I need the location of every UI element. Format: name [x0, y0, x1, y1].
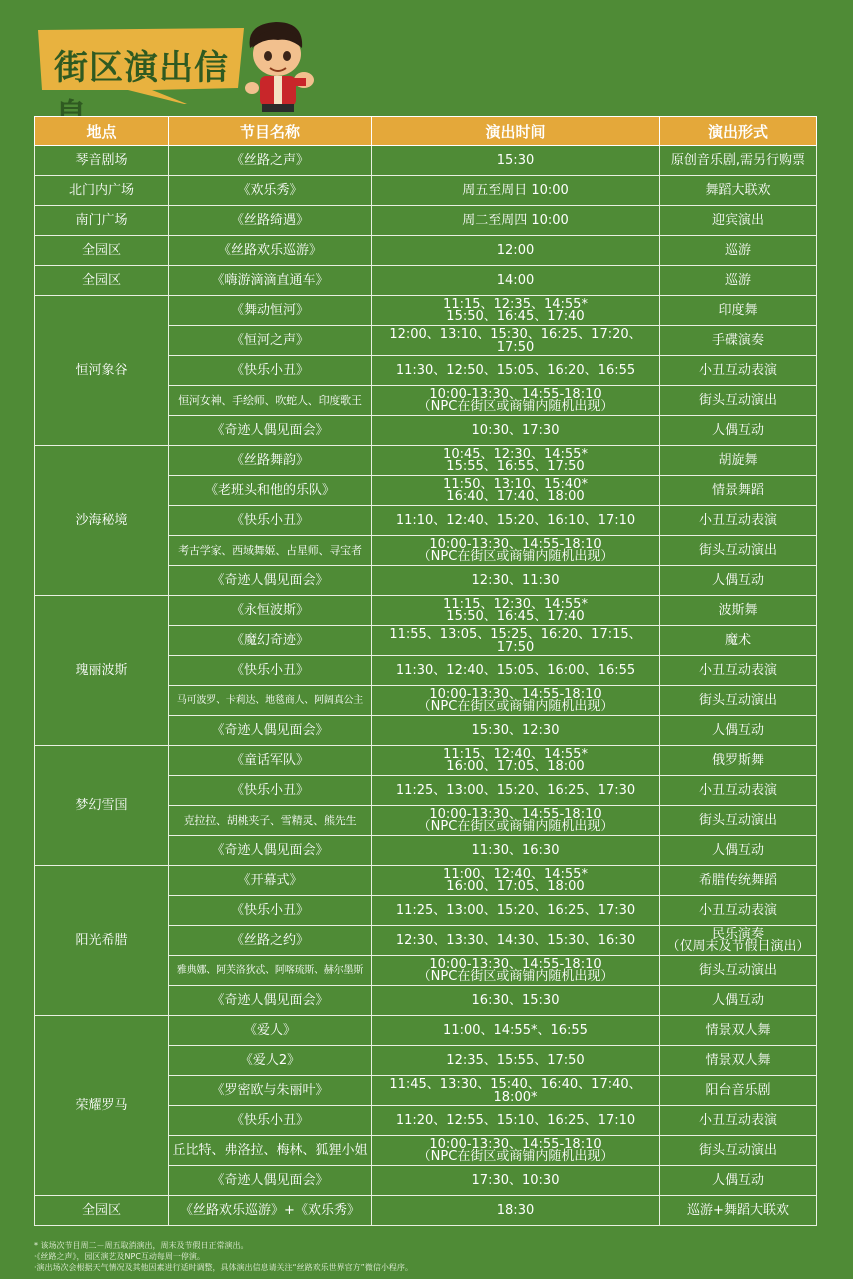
form-cell: 人偶互动: [660, 1166, 817, 1196]
time-note: （NPC在街区或商铺内随机出现）: [417, 968, 614, 984]
program-cell: 《丝路之约》: [169, 926, 372, 956]
time-line: 10:00-13:30、14:55-18:10: [429, 386, 602, 402]
time-cell: 11:45、13:30、15:40、16:40、17:40、18:00*: [372, 1076, 660, 1106]
table-row: [35, 866, 817, 896]
location-cell: 梦幻雪国: [35, 746, 169, 866]
table-row: [35, 176, 817, 206]
form-cell: 街头互动演出: [660, 536, 817, 566]
form-cell: 波斯舞: [660, 596, 817, 626]
form-cell: 手碟演奏: [660, 326, 817, 356]
program-cell: 《开幕式》: [169, 866, 372, 896]
time-line: 10:00-13:30、14:55-18:10: [429, 956, 602, 972]
program-cell: 雅典娜、阿芙洛狄忒、阿喀琉斯、赫尔墨斯: [169, 956, 372, 986]
table-row: [35, 746, 817, 776]
footnote: ·演出场次会根据天气情况及其他因素进行适时调整，具体演出信息请关注“丝路欢乐世界官方”微信小程序。: [34, 1263, 413, 1272]
form-cell: 情景双人舞: [660, 1016, 817, 1046]
time-line: 11:50、13:10、15:40*: [443, 476, 588, 492]
time-line: 15:55、16:55、17:50: [446, 458, 585, 474]
program-cell: 《快乐小丑》: [169, 356, 372, 386]
program-cell: 《奇迹人偶见面会》: [169, 986, 372, 1016]
form-cell: 舞蹈大联欢: [660, 176, 817, 206]
time-cell: 18:30: [372, 1196, 660, 1226]
time-cell: 12:30、11:30: [372, 566, 660, 596]
time-line: 15:50、16:45、17:40: [446, 608, 585, 624]
page-title: 街区演出信: [54, 48, 229, 88]
program-cell: 克拉拉、胡桃夹子、雪精灵、熊先生: [169, 806, 372, 836]
time-cell: 11:20、12:55、15:10、16:25、17:10: [372, 1106, 660, 1136]
header-form: 演出形式: [660, 117, 817, 146]
program-cell: 《奇迹人偶见面会》: [169, 836, 372, 866]
table-row: [35, 1196, 817, 1226]
program-cell: 《丝路欢乐巡游》: [169, 236, 372, 266]
program-cell: 《老班头和他的乐队》: [169, 476, 372, 506]
program-cell: 《快乐小丑》: [169, 896, 372, 926]
time-cell: [372, 686, 660, 716]
form-line: 民乐演奏: [711, 926, 764, 942]
program-cell: 《舞动恒河》: [169, 296, 372, 326]
program-cell: 《丝路欢乐巡游》+《欢乐秀》: [169, 1196, 372, 1226]
time-cell: 17:30、10:30: [372, 1166, 660, 1196]
program-cell: 《快乐小丑》: [169, 506, 372, 536]
form-cell: 原创音乐剧,需另行购票: [660, 146, 817, 176]
location-cell: 沙海秘境: [35, 446, 169, 596]
form-cell: 阳台音乐剧: [660, 1076, 817, 1106]
location-cell: 全园区: [35, 266, 169, 296]
title-banner: [32, 24, 247, 104]
time-line: 16:40、17:40、18:00: [446, 488, 585, 504]
program-cell: 《罗密欧与朱丽叶》: [169, 1076, 372, 1106]
form-cell: 小丑互动表演: [660, 506, 817, 536]
program-cell: 《丝路舞韵》: [169, 446, 372, 476]
program-cell: 《爱人2》: [169, 1046, 372, 1076]
header-time: 演出时间: [372, 117, 660, 146]
program-cell: 《童话军队》: [169, 746, 372, 776]
time-line: 11:15、12:40、14:55*: [443, 746, 588, 762]
form-cell: 人偶互动: [660, 986, 817, 1016]
location-cell: 全园区: [35, 236, 169, 266]
program-cell: 《快乐小丑》: [169, 656, 372, 686]
time-cell: 14:00: [372, 266, 660, 296]
time-cell: [372, 866, 660, 896]
footnotes: [34, 1240, 814, 1273]
form-cell: 巡游: [660, 236, 817, 266]
schedule-table: [34, 116, 817, 1226]
program-cell: 《快乐小丑》: [169, 776, 372, 806]
time-cell: [372, 746, 660, 776]
form-cell: 小丑互动表演: [660, 1106, 817, 1136]
time-note: （NPC在街区或商铺内随机出现）: [417, 1148, 614, 1164]
time-cell: [372, 386, 660, 416]
program-cell: 《奇迹人偶见面会》: [169, 1166, 372, 1196]
location-cell: 全园区: [35, 1196, 169, 1226]
table-row: [35, 206, 817, 236]
form-cell: 情景舞蹈: [660, 476, 817, 506]
time-cell: 10:30、17:30: [372, 416, 660, 446]
time-line: 10:45、12:30、14:55*: [443, 446, 588, 462]
program-cell: 丘比特、弗洛拉、梅林、狐狸小姐: [169, 1136, 372, 1166]
location-cell: 北门内广场: [35, 176, 169, 206]
time-note: （NPC在街区或商铺内随机出现）: [417, 698, 614, 714]
form-cell: 小丑互动表演: [660, 356, 817, 386]
form-cell: 情景双人舞: [660, 1046, 817, 1076]
form-cell: 街头互动演出: [660, 686, 817, 716]
form-cell: 俄罗斯舞: [660, 746, 817, 776]
location-cell: 恒河象谷: [35, 296, 169, 446]
table-row: [35, 1016, 817, 1046]
location-cell: 荣耀罗马: [35, 1016, 169, 1196]
time-cell: 15:30: [372, 146, 660, 176]
time-line: 11:00、12:40、14:55*: [443, 866, 588, 882]
form-cell: 魔术: [660, 626, 817, 656]
form-cell: 小丑互动表演: [660, 776, 817, 806]
time-line: 16:00、17:05、18:00: [446, 878, 585, 894]
time-cell: 11:30、12:40、15:05、16:00、16:55: [372, 656, 660, 686]
location-cell: 阳光希腊: [35, 866, 169, 1016]
program-cell: 《丝路绮遇》: [169, 206, 372, 236]
location-cell: 南门广场: [35, 206, 169, 236]
table-row: [35, 146, 817, 176]
time-cell: 12:30、13:30、14:30、15:30、16:30: [372, 926, 660, 956]
program-cell: 《恒河之声》: [169, 326, 372, 356]
form-cell: 人偶互动: [660, 566, 817, 596]
program-cell: 《奇迹人偶见面会》: [169, 716, 372, 746]
form-cell: 胡旋舞: [660, 446, 817, 476]
form-cell: 小丑互动表演: [660, 656, 817, 686]
program-cell: 《爱人》: [169, 1016, 372, 1046]
form-cell: 巡游: [660, 266, 817, 296]
time-cell: [372, 446, 660, 476]
time-cell: 周五至周日 10:00: [372, 176, 660, 206]
header-location: 地点: [35, 117, 169, 146]
table-row: [35, 236, 817, 266]
time-cell: 12:00: [372, 236, 660, 266]
time-cell: 11:55、13:05、15:25、16:20、17:15、17:50: [372, 626, 660, 656]
time-cell: 11:25、13:00、15:20、16:25、17:30: [372, 896, 660, 926]
time-cell: 12:35、15:55、17:50: [372, 1046, 660, 1076]
program-cell: 《永恒波斯》: [169, 596, 372, 626]
time-cell: [372, 476, 660, 506]
time-note: （NPC在街区或商铺内随机出现）: [417, 818, 614, 834]
time-cell: 周二至周四 10:00: [372, 206, 660, 236]
location-cell: 琴音剧场: [35, 146, 169, 176]
time-cell: [372, 1136, 660, 1166]
time-note: （NPC在街区或商铺内随机出现）: [417, 548, 614, 564]
time-cell: 16:30、15:30: [372, 986, 660, 1016]
form-cell: 街头互动演出: [660, 806, 817, 836]
header-program: 节目名称: [169, 117, 372, 146]
table-row: [35, 296, 817, 326]
footnote: ·《丝路之声》，园区演艺及NPC互动每周一停演。: [34, 1252, 205, 1261]
footnote: * 该场次节目周二－周五取消演出，周末及节假日正常演出。: [34, 1241, 249, 1250]
form-cell: 人偶互动: [660, 416, 817, 446]
time-line: 10:00-13:30、14:55-18:10: [429, 806, 602, 822]
table-row: [35, 446, 817, 476]
program-cell: 恒河女神、手绘师、吹蛇人、印度歌王: [169, 386, 372, 416]
form-cell: 街头互动演出: [660, 956, 817, 986]
time-cell: [372, 806, 660, 836]
time-cell: 11:00、14:55*、16:55: [372, 1016, 660, 1046]
location-cell: 瑰丽波斯: [35, 596, 169, 746]
form-cell: 巡游+舞蹈大联欢: [660, 1196, 817, 1226]
program-cell: 马可波罗、卡莉达、地毯商人、阿阔真公主: [169, 686, 372, 716]
time-line: 11:15、12:30、14:55*: [443, 596, 588, 612]
time-cell: [372, 296, 660, 326]
form-cell: 人偶互动: [660, 716, 817, 746]
form-note: （仅周末及节假日演出）: [666, 938, 810, 954]
time-line: 16:00、17:05、18:00: [446, 758, 585, 774]
form-cell: 希腊传统舞蹈: [660, 866, 817, 896]
program-cell: 《丝路之声》: [169, 146, 372, 176]
form-cell: 印度舞: [660, 296, 817, 326]
time-note: （NPC在街区或商铺内随机出现）: [417, 398, 614, 414]
time-cell: 11:25、13:00、15:20、16:25、17:30: [372, 776, 660, 806]
time-cell: 11:10、12:40、15:20、16:10、17:10: [372, 506, 660, 536]
time-line: 11:15、12:35、14:55*: [443, 296, 588, 312]
time-cell: 12:00、13:10、15:30、16:25、17:20、17:50: [372, 326, 660, 356]
time-cell: 11:30、12:50、15:05、16:20、16:55: [372, 356, 660, 386]
time-cell: 11:30、16:30: [372, 836, 660, 866]
form-cell: 街头互动演出: [660, 386, 817, 416]
time-line: 15:50、16:45、17:40: [446, 308, 585, 324]
table-row: [35, 596, 817, 626]
program-cell: 《嗨游滴滴直通车》: [169, 266, 372, 296]
program-cell: 考古学家、西域舞姬、占星师、寻宝者: [169, 536, 372, 566]
form-cell: 街头互动演出: [660, 1136, 817, 1166]
table-header-row: [35, 117, 817, 146]
time-line: 10:00-13:30、14:55-18:10: [429, 686, 602, 702]
program-cell: 《奇迹人偶见面会》: [169, 416, 372, 446]
time-line: 10:00-13:30、14:55-18:10: [429, 1136, 602, 1152]
program-cell: 《魔幻奇迹》: [169, 626, 372, 656]
program-cell: 《奇迹人偶见面会》: [169, 566, 372, 596]
time-cell: 15:30、12:30: [372, 716, 660, 746]
time-cell: [372, 956, 660, 986]
program-cell: 《快乐小丑》: [169, 1106, 372, 1136]
program-cell: 《欢乐秀》: [169, 176, 372, 206]
time-line: 10:00-13:30、14:55-18:10: [429, 536, 602, 552]
mascot-image: [232, 18, 324, 114]
table-row: [35, 266, 817, 296]
form-cell: 小丑互动表演: [660, 896, 817, 926]
form-cell: [660, 926, 817, 956]
form-cell: 迎宾演出: [660, 206, 817, 236]
time-cell: [372, 536, 660, 566]
form-cell: 人偶互动: [660, 836, 817, 866]
time-cell: [372, 596, 660, 626]
